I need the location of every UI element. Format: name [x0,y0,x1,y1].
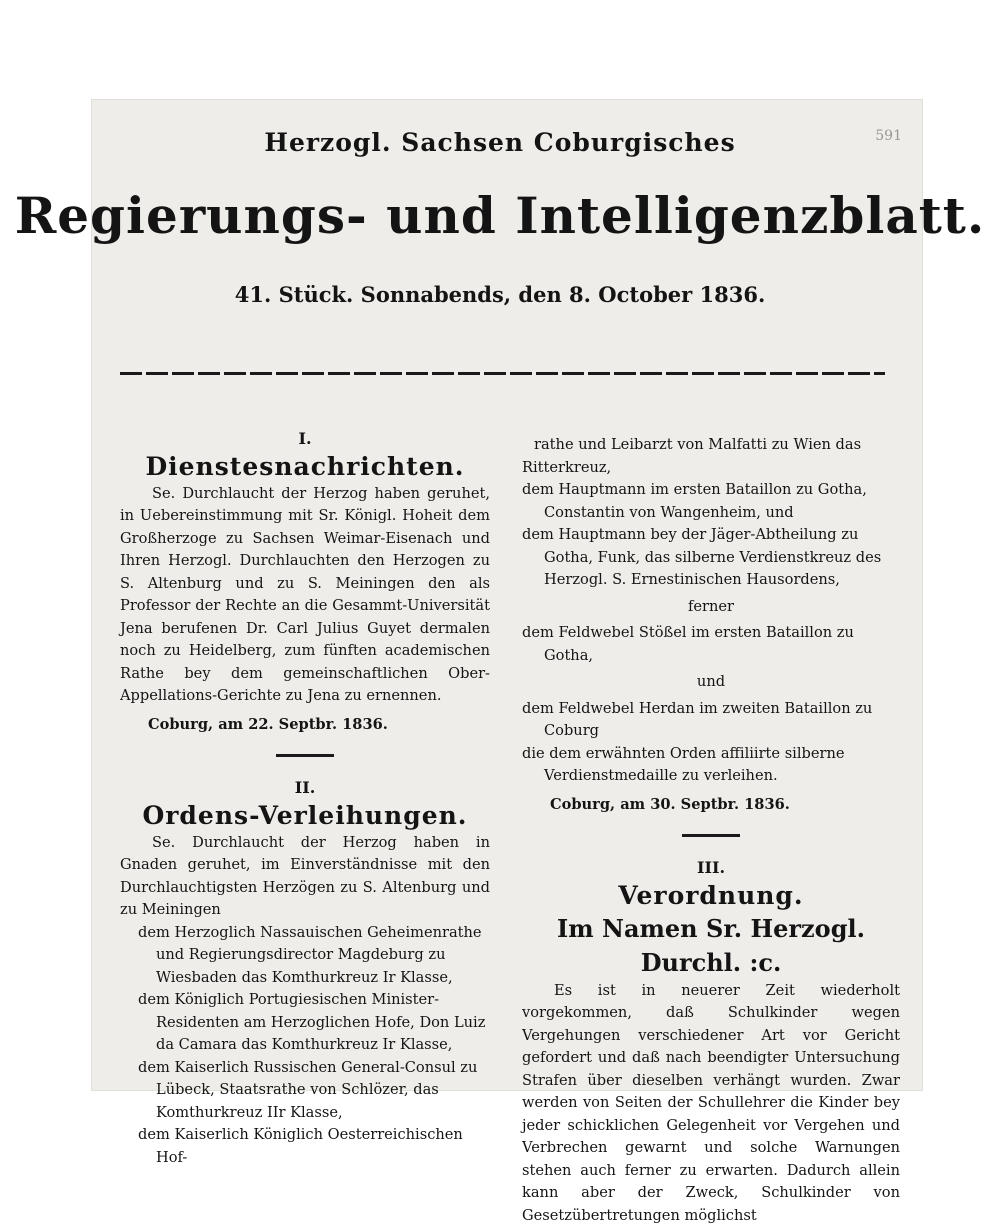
section-title: Ordens-Verleihungen. [120,800,490,832]
masthead-title: Regierungs- und Intelligenzblatt. [0,186,1000,245]
award-item: dem Feldwebel Herdan im zweiten Bataillon zu Coburg [522,698,900,743]
conjunction-und: und [522,671,900,694]
issue-dateline: 41. Stück. Sonnabends, den 8. October 1836. [0,282,1000,307]
section-number: I. [120,428,490,451]
award-item: dem Königlich Portugiesischen Minister-Residenten am Herzoglichen Hofe, Don Luiz da Camara das Komthurkreuz Ir Klasse, [120,989,490,1057]
section-title: Dienstesnachrichten. [120,451,490,483]
award-item: dem Kaiserlich Russischen General-Consul zu Lübeck, Staatsrathe von Schlözer, das Komthurkreuz IIr Klasse, [120,1057,490,1125]
award-continuation: rathe und Leibarzt von Malfatti zu Wien das Ritterkreuz, [522,434,900,479]
header-supertitle: Herzogl. Sachsen Coburgisches [0,128,1000,157]
section-separator [682,834,740,837]
award-item: dem Herzoglich Nassauischen Geheimenrathe und Regierungsdirector Magdeburg zu Wiesbaden das Komthurkreuz Ir Klasse, [120,922,490,990]
section-title: Verordnung. [522,880,900,912]
page-number: 591 [875,128,902,144]
section-body: Se. Durchlaucht der Herzog haben geruhet, in Uebereinstimmung mit Sr. Königl. Hoheit dem Großherzoge zu Sachsen Weimar-Eisenach und Ihren Herzogl. Durchlauchten den Herzogen zu S. Altenburg und zu S. Meiningen den als Professor der Rechte an die Gesammt-Universität Jena berufenen Dr. Carl Julius Guyet dermalen noch zu Heidelberg, zum fünften academischen Rathe bey dem gemeinschaftlichen Ober-Appellations-Gerichte zu Jena zu ernennen. [120,483,490,708]
section-signoff: Coburg, am 30. Septbr. 1836. [522,794,900,817]
section-number: II. [120,777,490,800]
section-body: Es ist in neuerer Zeit wiederholt vorgekommen, daß Schulkinder wegen Vergehungen verschiedener Art vor Gericht gefordert und daß nach beendigter Untersuchung Strafen über dieselben verhängt wurden. Zwar werden von Seiten der Schullehrer die Kinder bey jeder schicklichen Gelegenheit vor Vergehen und Verbrechen gewarnt und solche Warnungen stehen auch ferner zu erwarten. Dadurch allein kann aber der Zweck, Schulkinder von Gesetzübertretungen möglichst [522,980,900,1227]
section-signoff: Coburg, am 22. Septbr. 1836. [120,714,490,737]
award-closing: die dem erwähnten Orden affiliirte silberne Verdienstmedaille zu verleihen. [522,743,900,788]
award-item: dem Hauptmann bey der Jäger-Abtheilung zu Gotha, Funk, das silberne Verdienstkreuz des Herzogl. S. Ernestinischen Hausordens, [522,524,900,592]
section-intro: Se. Durchlaucht der Herzog haben in Gnaden geruhet, im Einverständnisse mit den Durchlauchtigsten Herzögen zu S. Altenburg und zu Meiningen [120,832,490,922]
section-subtitle: Im Namen Sr. Herzogl. Durchl. :c. [522,912,900,980]
right-column [522,434,900,1227]
award-item: dem Kaiserlich Königlich Oesterreichischen Hof- [120,1124,490,1169]
left-column [120,428,490,1169]
section-number: III. [522,857,900,880]
section-separator [276,754,334,757]
award-item: dem Hauptmann im ersten Bataillon zu Gotha, Constantin von Wangenheim, und [522,479,900,524]
award-item: dem Feldwebel Stößel im ersten Bataillon zu Gotha, [522,622,900,667]
header-rule-divider [120,372,885,375]
conjunction-ferner: ferner [522,596,900,619]
